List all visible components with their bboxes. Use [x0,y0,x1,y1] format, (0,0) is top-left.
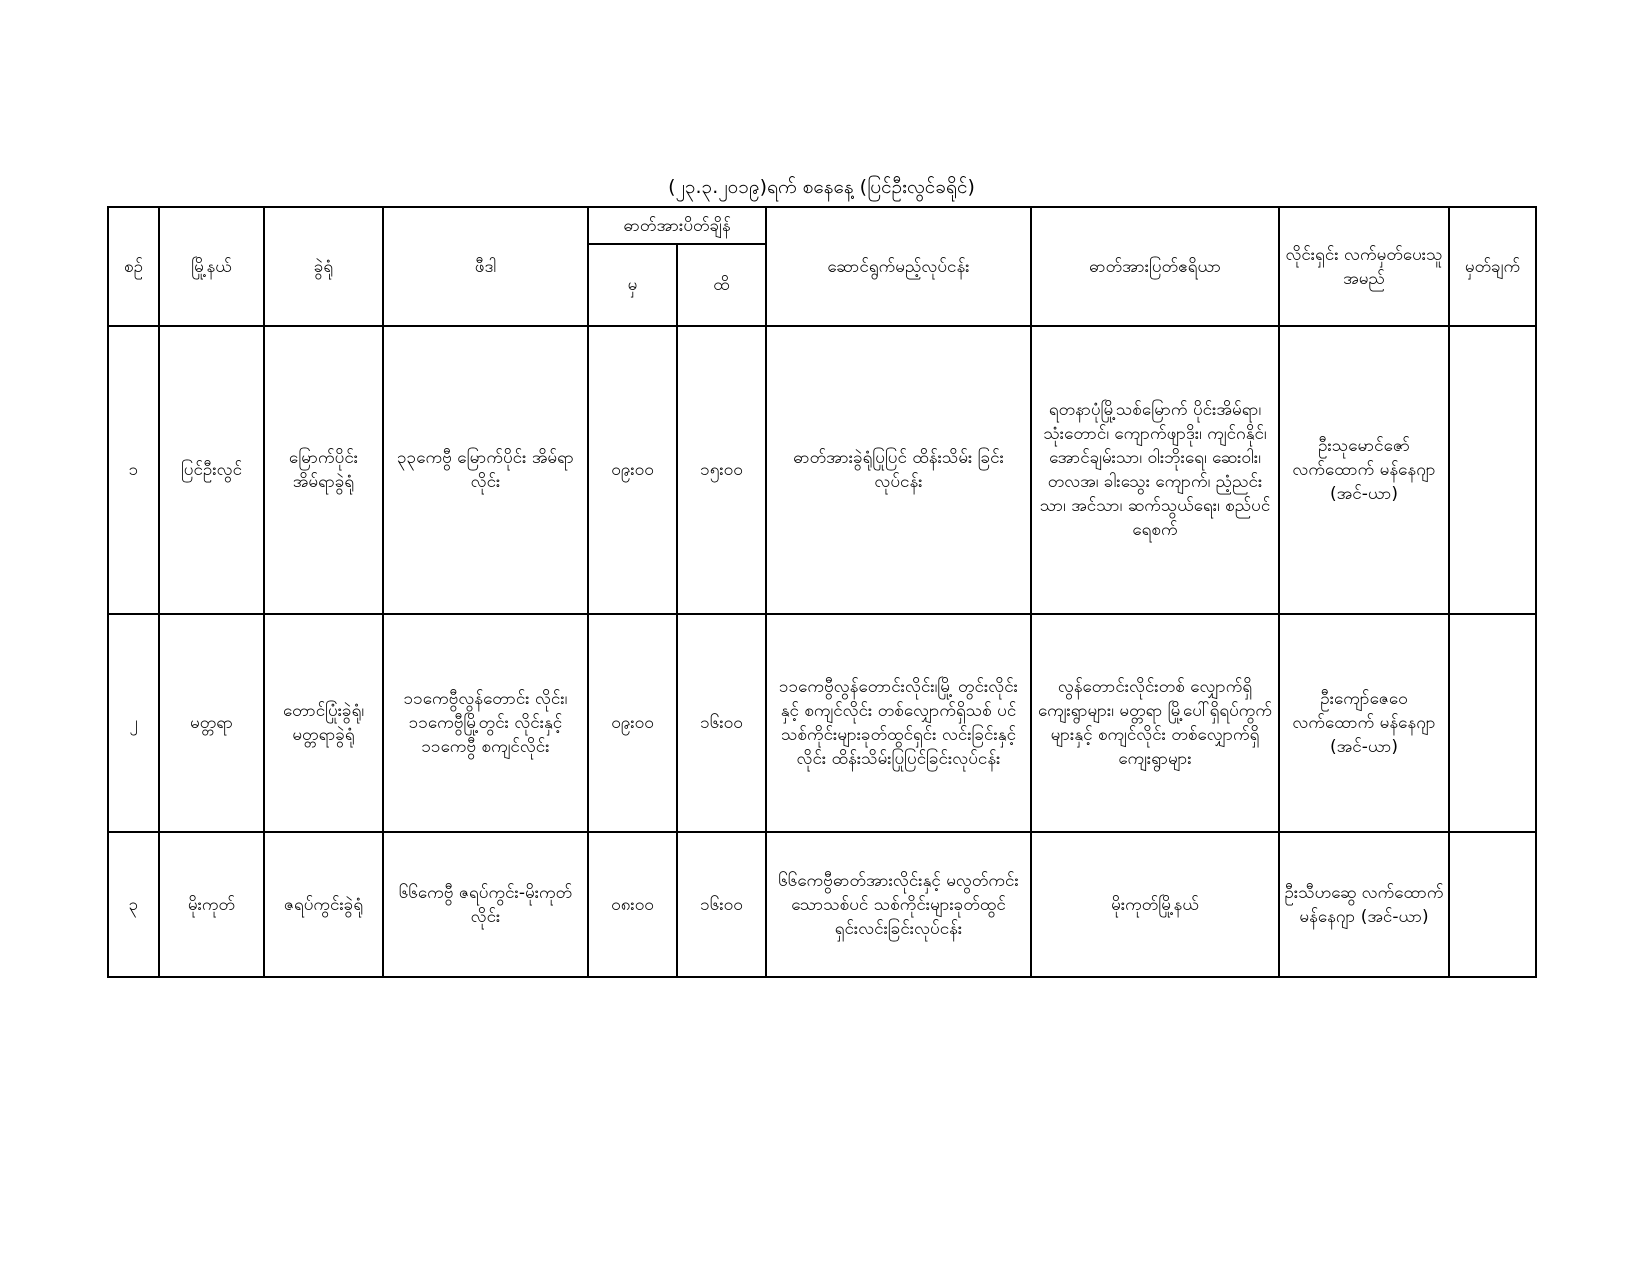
cell-substation: ဇရပ်ကွင်းခွဲရုံ [264,832,383,977]
header-no: စဉ် [108,207,159,326]
cell-no: ၃ [108,832,159,977]
cell-remarks [1449,614,1536,832]
cell-to: ၁၆း၀၀ [677,614,766,832]
cell-township: မိုးကုတ် [159,832,264,977]
cell-feeder: ၁၁ကေဗွီလွန်တောင်း လိုင်း၊၁၁ကေဗွီမြို့တွင်း လိုင်းနှင့် ၁၁ကေဗွီ စကျင်လိုင်း [383,614,588,832]
table-row [108,832,1536,977]
document-title: (၂၃.၃.၂၀၁၉)ရက် စနေနေ့ (ပြင်ဦးလွင်ခရိုင်) [668,176,975,198]
header-responsible: လိုင်းရှင်း လက်မှတ်ပေးသူ အမည် [1279,207,1449,326]
cell-from: ၀၉း၀၀ [588,326,677,614]
header-remarks: မှတ်ချက် [1449,207,1536,326]
header-from: မှ [588,244,677,326]
cell-township: မတ္တရာ [159,614,264,832]
table-row [108,326,1536,614]
cell-outage-area: ရတနာပုံမြို့သစ်မြောက် ပိုင်းအိမ်ရာ၊ သုံးတောင်၊ ကျောက်ဖျာဒိုး၊ ကျင်ဂနိုင်၊ အောင်ချမ်းသာ၊ ဝါးဘိုးရေ၊ ဆေးဝါး၊ တလအ၊ ခါးသွေး ကျောက်၊ ညံ့ညင်းသာ၊ အင်သာ၊ ဆက်သွယ်ရေး၊ စည်ပင်ရေစက် [1031,326,1279,614]
cell-substation: တောင်ပြုံးခွဲရုံ၊ မတ္တရာခွဲရုံ [264,614,383,832]
cell-remarks [1449,326,1536,614]
header-feeder: ဖီဒါ [383,207,588,326]
header-township: မြို့နယ် [159,207,264,326]
header-substation: ခွဲရုံ [264,207,383,326]
cell-substation: မြောက်ပိုင်း အိမ်ရာခွဲရုံ [264,326,383,614]
cell-responsible: ဦးသီဟဆွေ လက်ထောက် မန်နေဂျာ (အင်-ယာ) [1279,832,1449,977]
cell-from: ၀၈း၀၀ [588,832,677,977]
header-cut-time: ဓာတ်အားပိတ်ချိန် [588,207,766,244]
cell-responsible: ဦးသုမောင်ဇော် လက်ထောက် မန်နေဂျာ (အင်-ယာ) [1279,326,1449,614]
cell-outage-area: လွန်တောင်းလိုင်းတစ် လျှောက်ရှိ ကျေးရွာများ၊ မတ္တရာ မြို့ပေါ်ရှိရပ်ကွက် များနှင့် စကျင်လိုင်း တစ်လျှောက်ရှိကျေးရွာများ [1031,614,1279,832]
cell-work: ဓာတ်အားခွဲရုံပြုပြင် ထိန်းသိမ်း ခြင်းလုပ်ငန်း [766,326,1031,614]
header-work: ဆောင်ရွက်မည့်လုပ်ငန်း [766,207,1031,326]
outage-schedule-table [107,206,1537,978]
cell-feeder: ၆၆ကေဗွီ ဇရပ်ကွင်း-မိုးကုတ် လိုင်း [383,832,588,977]
cell-township: ပြင်ဦးလွင် [159,326,264,614]
cell-work: ၆၆ကေဗွီဓာတ်အားလိုင်းနှင့် မလွတ်ကင်းသောသစ်ပင် သစ်ကိုင်းများခုတ်ထွင် ရှင်းလင်းခြင်းလုပ်ငန်း [766,832,1031,977]
cell-work: ၁၁ကေဗွီလွန်တောင်းလိုင်း၊မြို့ တွင်းလိုင်းနှင့် စကျင်လိုင်း တစ်လျှောက်ရှိသစ် ပင်သစ်ကိုင်းများခုတ်ထွင်ရှင်း လင်းခြင်းနှင့် လိုင်း ထိန်းသိမ်းပြုပြင်ခြင်းလုပ်ငန်း [766,614,1031,832]
cell-to: ၁၅း၀၀ [677,326,766,614]
cell-outage-area: မိုးကုတ်မြို့နယ် [1031,832,1279,977]
cell-no: ၁ [108,326,159,614]
cell-to: ၁၆း၀၀ [677,832,766,977]
cell-remarks [1449,832,1536,977]
header-row [108,207,1536,244]
cell-no: ၂ [108,614,159,832]
table-row [108,614,1536,832]
header-to: ထိ [677,244,766,326]
cell-from: ၀၉း၀၀ [588,614,677,832]
cell-feeder: ၃၃ကေဗွီ မြောက်ပိုင်း အိမ်ရာလိုင်း [383,326,588,614]
header-outage-area: ဓာတ်အားပြတ်ဧရိယာ [1031,207,1279,326]
cell-responsible: ဦးကျော်ဇေဝေ လက်ထောက် မန်နေဂျာ (အင်-ယာ) [1279,614,1449,832]
